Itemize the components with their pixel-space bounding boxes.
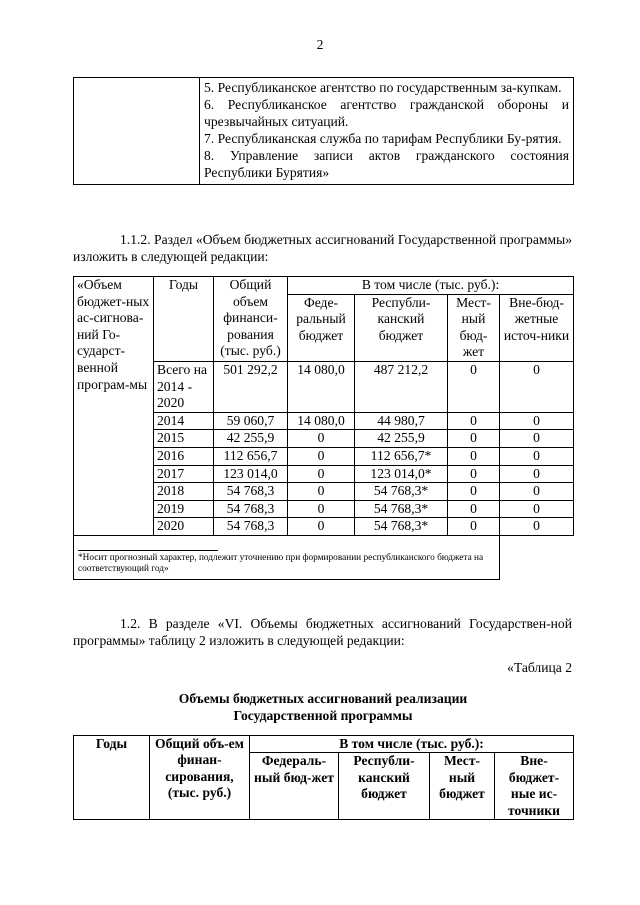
paragraph-1-1-2: 1.1.2. Раздел «Объем бюджетных ассигнований Государственной программы» изложить в следующей редакции: — [73, 232, 572, 264]
funding-table-2 — [73, 735, 574, 820]
local-cell: 0 — [448, 465, 500, 483]
total-cell: 54 768,3 — [214, 483, 288, 501]
federal-cell: 0 — [288, 518, 355, 536]
republic-cell: 42 255,9 — [355, 430, 448, 448]
top-list-item: 8. Управление записи актов гражданского состояния Республики Бурятия» — [204, 148, 569, 180]
republic-cell: 123 014,0* — [355, 465, 448, 483]
top-list-item: 7. Республиканская служба по тарифам Республики Бу-рятия. — [204, 131, 562, 146]
table2-title-line: Объемы бюджетных ассигнований реализации — [178, 691, 468, 706]
table2-header-years: Годы — [74, 736, 150, 820]
local-cell: 0 — [448, 412, 500, 430]
table1-header-years: Годы — [154, 277, 214, 362]
table2-header-incl: В том числе (тыс. руб.): — [250, 736, 574, 753]
federal-cell: 0 — [288, 483, 355, 501]
total-cell: 42 255,9 — [214, 430, 288, 448]
total-cell: 123 014,0 — [214, 465, 288, 483]
table1-header-federal: Феде-ральный бюджет — [288, 294, 355, 361]
extra-cell: 0 — [500, 447, 574, 465]
year-cell: 2015 — [154, 430, 214, 448]
table2-header-total: Общий объ-ем финан-сирования, (тыс. руб.) — [150, 736, 250, 820]
total-cell: 54 768,3 — [214, 518, 288, 536]
table1-header-local: Мест-ный бюд-жет — [448, 294, 500, 361]
extra-cell: 0 — [500, 483, 574, 501]
table1-header-incl: В том числе (тыс. руб.): — [288, 277, 574, 295]
top-list-empty-cell — [74, 78, 200, 185]
local-cell: 0 — [448, 483, 500, 501]
table1-header-total: Общий объем финанси-рования (тыс. руб.) — [214, 277, 288, 362]
year-cell: 2018 — [154, 483, 214, 501]
extra-cell: 0 — [500, 465, 574, 483]
top-list-item: 6. Республиканское агентство гражданской обороны и чрезвычайных ситуаций. — [204, 97, 569, 129]
local-cell: 0 — [448, 361, 500, 412]
federal-cell: 0 — [288, 447, 355, 465]
year-cell: 2017 — [154, 465, 214, 483]
republic-cell: 112 656,7* — [355, 447, 448, 465]
table2-header-federal: Федераль-ный бюд-жет — [250, 753, 339, 820]
extra-cell: 0 — [500, 518, 574, 536]
table2-header-extra: Вне-бюджет-ные ис-точники — [495, 753, 574, 820]
year-cell: 2020 — [154, 518, 214, 536]
republic-cell: 487 212,2 — [355, 361, 448, 412]
republic-cell: 54 768,3* — [355, 483, 448, 501]
total-cell: 59 060,7 — [214, 412, 288, 430]
page-number: 2 — [316, 37, 324, 52]
table2-title-line: Государственной программы — [233, 708, 413, 723]
extra-cell: 0 — [500, 361, 574, 412]
year-cell: Всего на 2014 - 2020 — [154, 361, 214, 412]
table2-header-republic: Республи-канский бюджет — [339, 753, 430, 820]
year-cell: 2019 — [154, 500, 214, 518]
republic-cell: 54 768,3* — [355, 500, 448, 518]
total-cell: 501 292,2 — [214, 361, 288, 412]
local-cell: 0 — [448, 430, 500, 448]
top-list-item: 5. Республиканское агентство по государственным за-купкам. — [204, 80, 562, 95]
local-cell: 0 — [448, 518, 500, 536]
year-cell: 2016 — [154, 447, 214, 465]
total-cell: 54 768,3 — [214, 500, 288, 518]
extra-cell: 0 — [500, 412, 574, 430]
extra-cell: 0 — [500, 500, 574, 518]
extra-cell: 0 — [500, 430, 574, 448]
table-label: «Таблица 2 — [507, 660, 572, 675]
federal-cell: 0 — [288, 465, 355, 483]
federal-cell: 0 — [288, 500, 355, 518]
local-cell: 0 — [448, 500, 500, 518]
top-list-table — [73, 77, 574, 185]
table1-footnote-cell — [74, 535, 500, 579]
table1-header-republic: Республи-канский бюджет — [355, 294, 448, 361]
federal-cell: 14 080,0 — [288, 361, 355, 412]
republic-cell: 44 980,7 — [355, 412, 448, 430]
federal-cell: 14 080,0 — [288, 412, 355, 430]
table1-header-extra: Вне-бюд-жетные источ-ники — [500, 294, 574, 361]
republic-cell: 54 768,3* — [355, 518, 448, 536]
table2-title — [73, 690, 573, 724]
table1-row-label: «Объем бюджет-ных ас-сигнова-ний Го-сударст-венной програм-мы — [74, 277, 154, 536]
paragraph-1-2: 1.2. В разделе «VI. Объемы бюджетных ассигнований Государствен-ной программы» таблицу 2 изложить в следующей редакции: — [73, 616, 572, 648]
table2-header-local: Мест-ный бюджет — [430, 753, 495, 820]
top-list-cell — [200, 78, 574, 185]
year-cell: 2014 — [154, 412, 214, 430]
table1-footnote: *Носит прогнозный характер, подлежит уточнению при формировании республиканского бюджета на соответствующий год» — [78, 552, 484, 574]
local-cell: 0 — [448, 447, 500, 465]
funding-table-1 — [73, 276, 574, 580]
federal-cell: 0 — [288, 430, 355, 448]
footnote-divider — [78, 550, 218, 551]
total-cell: 112 656,7 — [214, 447, 288, 465]
